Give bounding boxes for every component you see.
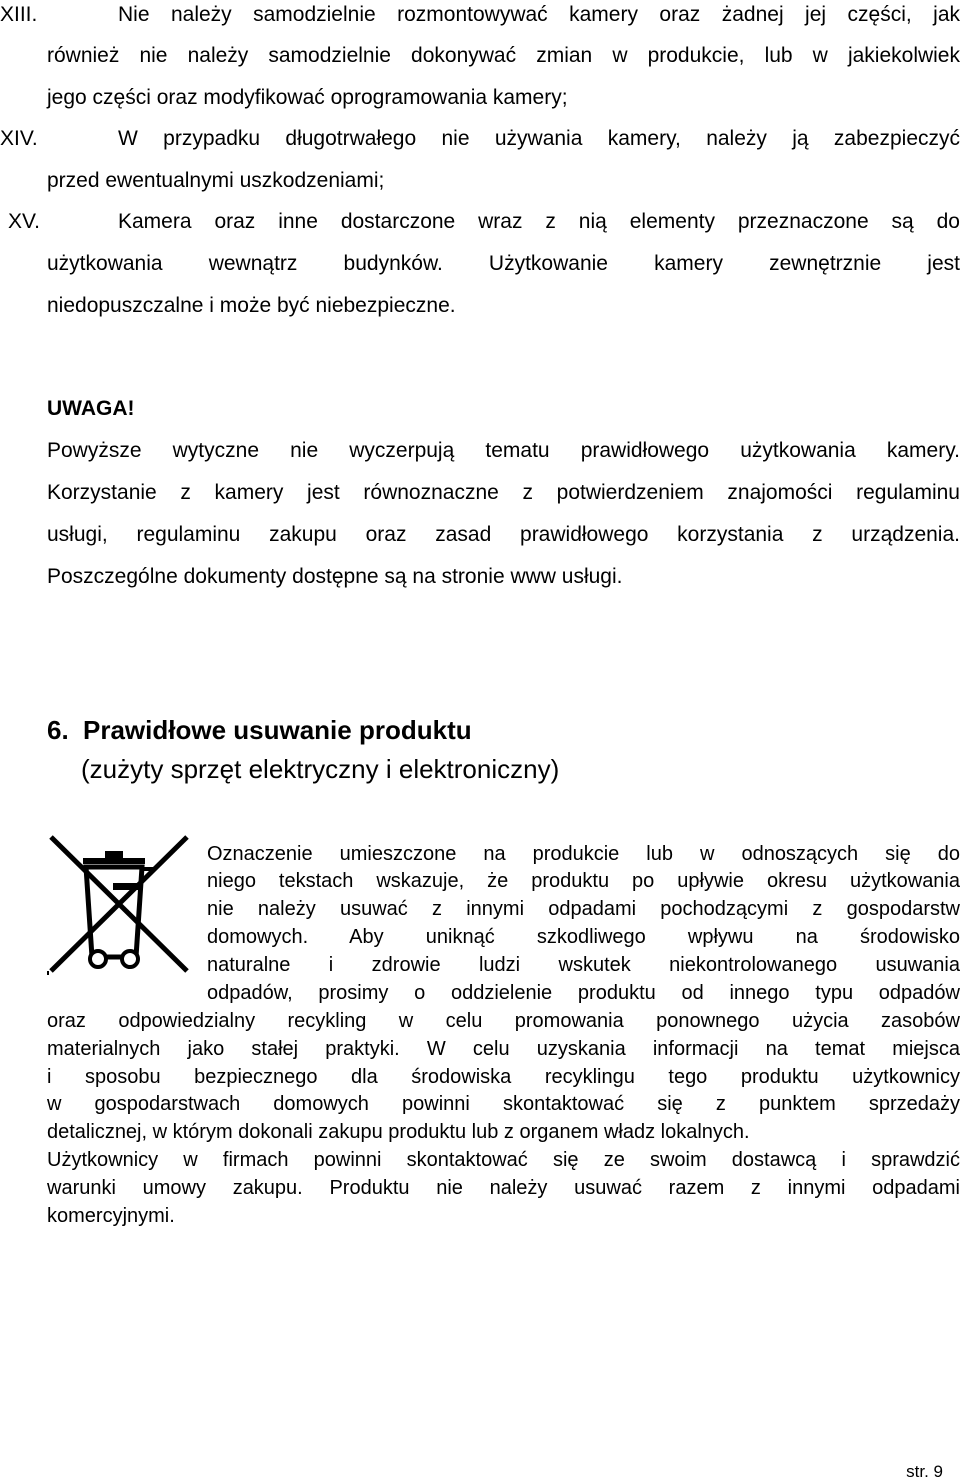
crossed-out-wheelie-bin-icon — [45, 831, 193, 977]
item-xv-line-2: użytkowania wewnątrz budynków. Użytkowanie kamery zewnętrznie jest — [47, 252, 960, 275]
disposal-wrap-line-6: odpadów, prosimy o oddzielenie produktu od innego typu odpadów — [207, 982, 960, 1004]
item-xiii-number: XIII. — [0, 3, 38, 26]
item-xiv-number: XIV. — [0, 127, 38, 150]
item-xiii-line-3: jego części oraz modyfikować oprogramowania kamery; — [47, 86, 568, 109]
disposal-line-6: Użytkownicy w firmach powinni skontaktować się ze swoim dostawcą i sprawdzić — [47, 1149, 960, 1171]
disposal-wrap-line-1: Oznaczenie umieszczone na produkcie lub w odnoszących się do — [207, 843, 960, 865]
disposal-wrap-line-2: niego tekstach wskazuje, że produktu po upływie okresu użytkowania — [207, 870, 960, 892]
disposal-line-5: detalicznej, w którym dokonali zakupu produktu lub z organem władz lokalnych. — [47, 1121, 750, 1143]
section-subtitle: (zużyty sprzęt elektryczny i elektroniczny) — [81, 754, 560, 784]
section-number: 6. — [47, 715, 69, 745]
disposal-line-2: materialnych jako stałej praktyki. W celu uzyskania informacji na temat miejsca — [47, 1038, 960, 1060]
disposal-line-1: oraz odpowiedzialny recykling w celu promowania ponownego użycia zasobów — [47, 1010, 960, 1032]
page-number: str. 9 — [906, 1462, 943, 1481]
disposal-line-8: komercyjnymi. — [47, 1205, 175, 1227]
section-title: Prawidłowe usuwanie produktu — [83, 715, 472, 745]
item-xiii-line-1: Nie należy samodzielnie rozmontowywać kamery oraz żadnej jej części, jak — [118, 3, 960, 26]
item-xv-number: XV. — [8, 210, 40, 233]
disposal-line-7: warunki umowy zakupu. Produktu nie należy usuwać razem z innymi odpadami — [47, 1177, 960, 1199]
item-xiii-line-2: również nie należy samodzielnie dokonywać zmian w produkcie, lub w jakiekolwiek — [47, 44, 960, 67]
warning-line-1: Powyższe wytyczne nie wyczerpują tematu prawidłowego użytkowania kamery. — [47, 439, 960, 462]
disposal-line-3: i sposobu bezpiecznego dla środowiska recyklingu tego produktu użytkownicy — [47, 1066, 960, 1088]
warning-line-4: Poszczególne dokumenty dostępne są na stronie www usługi. — [47, 565, 623, 588]
warning-line-3: usługi, regulaminu zakupu oraz zasad prawidłowego korzystania z urządzenia. — [47, 523, 960, 546]
item-xv-line-3: niedopuszczalne i może być niebezpieczne. — [47, 294, 456, 317]
item-xv-line-1: Kamera oraz inne dostarczone wraz z nią elementy przeznaczone są do — [118, 210, 960, 233]
disposal-line-4: w gospodarstwach domowych powinni skontaktować się z punktem sprzedaży — [47, 1093, 960, 1115]
warning-line-2: Korzystanie z kamery jest równoznaczne z potwierdzeniem znajomości regulaminu — [47, 481, 960, 504]
item-xiv-line-2: przed ewentualnymi uszkodzeniami; — [47, 169, 385, 192]
warning-title: UWAGA! — [47, 397, 135, 420]
item-xiv-line-1: W przypadku długotrwałego nie używania kamery, należy ją zabezpieczyć — [118, 127, 960, 150]
disposal-wrap-line-4: domowych. Aby uniknąć szkodliwego wpływu na środowisko — [207, 926, 960, 948]
disposal-wrap-line-5: naturalne i zdrowie ludzi wskutek niekontrolowanego usuwania — [207, 954, 960, 976]
disposal-wrap-line-3: nie należy usuwać z innymi odpadami pochodzącymi z gospodarstw — [207, 898, 960, 920]
